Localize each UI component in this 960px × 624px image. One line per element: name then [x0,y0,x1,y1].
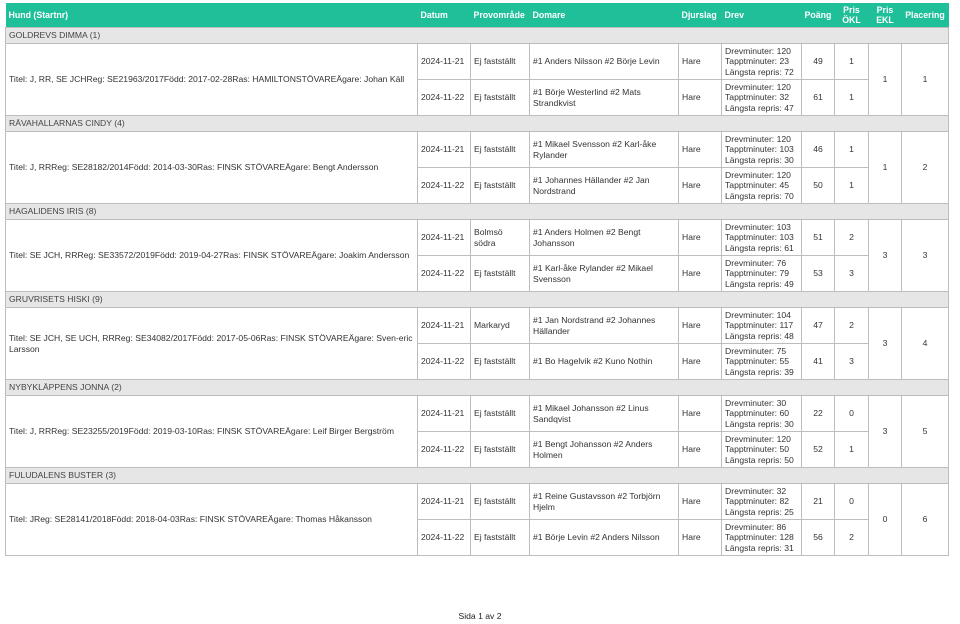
dog-info: Titel: J, RRReg: SE23255/2019Född: 2019-03-10Ras: FINSK STÖVAREÄgare: Leif Birger Bergström [6,396,418,468]
drev-line: Tapptminuter: 45 [725,180,790,191]
run-drev [722,220,802,256]
drev-line: Längsta repris: 30 [725,154,794,165]
run-pris-okl: 1 [835,80,869,116]
run-provomrade: Ej fastställt [471,80,530,116]
drev-line: Drevminuter: 86 [725,521,787,532]
table-row [6,132,949,168]
dog-info: Titel: J, RR, SE JCHReg: SE21963/2017Född: 2017-02-28Ras: HAMILTONSTÖVAREÄgare: Johan Käll [6,44,418,116]
drev-line: Tapptminuter: 55 [725,356,790,367]
drev-line: Längsta repris: 50 [725,454,794,465]
table-row [6,220,949,256]
run-pris-okl: 1 [835,432,869,468]
run-provomrade: Ej fastställt [471,344,530,380]
run-djurslag: Hare [679,396,722,432]
dog-group-row [6,292,949,308]
col-pris-okl: Pris ÖKL [835,3,869,28]
run-domare: #1 Anders Nilsson #2 Börje Levin [530,44,679,80]
col-domare: Domare [530,3,679,28]
run-poang: 22 [802,396,835,432]
drev-line: Längsta repris: 47 [725,102,794,113]
drev-line: Drevminuter: 120 [725,133,791,144]
drev-line: Drevminuter: 103 [725,221,791,232]
drev-line: Drevminuter: 120 [725,433,791,444]
run-djurslag: Hare [679,344,722,380]
run-datum: 2024-11-21 [418,44,471,80]
run-datum: 2024-11-22 [418,168,471,204]
dog-name: FULUDALENS BUSTER (3) [6,468,949,484]
run-provomrade: Markaryd [471,308,530,344]
results-table [5,3,949,556]
drev-line: Längsta repris: 39 [725,366,794,377]
run-poang: 21 [802,484,835,520]
drev-line: Drevminuter: 120 [725,81,791,92]
run-domare: #1 Jan Nordstrand #2 Johannes Hällander [530,308,679,344]
dog-group-row [6,116,949,132]
table-body [6,28,949,556]
run-djurslag: Hare [679,256,722,292]
col-poang: Poäng [802,3,835,28]
run-pris-okl: 2 [835,520,869,556]
run-datum: 2024-11-22 [418,256,471,292]
run-provomrade: Ej fastställt [471,132,530,168]
col-djurslag: Djurslag [679,3,722,28]
drev-line: Drevminuter: 120 [725,169,791,180]
dog-name: NYBYKLÄPPENS JONNA (2) [6,380,949,396]
col-datum: Datum [418,3,471,28]
col-provomrade: Provområde [471,3,530,28]
drev-line: Tapptminuter: 117 [725,320,794,331]
run-domare: #1 Bengt Johansson #2 Anders Holmen [530,432,679,468]
dog-placering: 6 [902,484,949,556]
run-poang: 56 [802,520,835,556]
drev-line: Tapptminuter: 82 [725,496,790,507]
run-poang: 51 [802,220,835,256]
run-poang: 49 [802,44,835,80]
dog-placering: 4 [902,308,949,380]
col-placering: Placering [902,3,949,28]
drev-line: Tapptminuter: 23 [725,56,790,67]
drev-line: Längsta repris: 25 [725,506,794,517]
run-djurslag: Hare [679,308,722,344]
dog-placering: 3 [902,220,949,292]
run-drev [722,520,802,556]
run-pris-okl: 1 [835,132,869,168]
drev-line: Längsta repris: 49 [725,278,794,289]
run-drev [722,432,802,468]
run-djurslag: Hare [679,80,722,116]
dog-placering: 2 [902,132,949,204]
run-datum: 2024-11-21 [418,484,471,520]
run-drev [722,168,802,204]
run-datum: 2024-11-21 [418,220,471,256]
drev-line: Drevminuter: 30 [725,397,787,408]
run-poang: 41 [802,344,835,380]
dog-pris-ekl: 3 [869,396,902,468]
run-djurslag: Hare [679,132,722,168]
dog-pris-ekl: 1 [869,44,902,116]
run-provomrade: Ej fastställt [471,44,530,80]
dog-pris-ekl: 0 [869,484,902,556]
run-pris-okl: 2 [835,220,869,256]
run-djurslag: Hare [679,432,722,468]
dog-placering: 5 [902,396,949,468]
col-pris-ekl: Pris EKL [869,3,902,28]
run-poang: 46 [802,132,835,168]
dog-group-row [6,204,949,220]
dog-name: HAGALIDENS IRIS (8) [6,204,949,220]
drev-line: Tapptminuter: 79 [725,268,790,279]
table-header-row [6,3,949,28]
table-row [6,44,949,80]
dog-name: GRUVRISETS HISKI (9) [6,292,949,308]
run-djurslag: Hare [679,220,722,256]
run-provomrade: Ej fastställt [471,432,530,468]
run-provomrade: Ej fastställt [471,484,530,520]
run-domare: #1 Mikael Svensson #2 Karl-åke Rylander [530,132,679,168]
dog-info: Titel: SE JCH, RRReg: SE33572/2019Född: 2019-04-27Ras: FINSK STÖVAREÄgare: Joakim Andersson [6,220,418,292]
run-provomrade: Bolmsö södra [471,220,530,256]
dog-group-row [6,380,949,396]
run-provomrade: Ej fastställt [471,168,530,204]
run-pris-okl: 0 [835,396,869,432]
run-domare: #1 Börje Levin #2 Anders Nilsson [530,520,679,556]
dog-name: RÄVAHALLARNAS CINDY (4) [6,116,949,132]
run-provomrade: Ej fastställt [471,520,530,556]
run-domare: #1 Börje Westerlind #2 Mats Strandkvist [530,80,679,116]
dog-pris-ekl: 3 [869,308,902,380]
run-drev [722,132,802,168]
drev-line: Längsta repris: 48 [725,330,794,341]
run-datum: 2024-11-21 [418,396,471,432]
drev-line: Drevminuter: 120 [725,45,791,56]
run-drev [722,44,802,80]
col-drev: Drev [722,3,802,28]
run-djurslag: Hare [679,484,722,520]
drev-line: Tapptminuter: 128 [725,532,794,543]
table-row [6,484,949,520]
run-drev [722,484,802,520]
run-drev [722,80,802,116]
run-pris-okl: 1 [835,168,869,204]
run-drev [722,308,802,344]
drev-line: Drevminuter: 32 [725,485,787,496]
run-datum: 2024-11-22 [418,520,471,556]
drev-line: Längsta repris: 70 [725,190,794,201]
run-djurslag: Hare [679,44,722,80]
dog-placering: 1 [902,44,949,116]
run-poang: 52 [802,432,835,468]
run-drev [722,344,802,380]
drev-line: Längsta repris: 31 [725,542,794,553]
run-drev [722,256,802,292]
run-djurslag: Hare [679,520,722,556]
run-domare: #1 Anders Holmen #2 Bengt Johansson [530,220,679,256]
dog-info: Titel: JReg: SE28141/2018Född: 2018-04-03Ras: FINSK STÖVAREÄgare: Thomas Håkansson [6,484,418,556]
drev-line: Tapptminuter: 60 [725,408,790,419]
run-pris-okl: 3 [835,344,869,380]
drev-line: Tapptminuter: 50 [725,444,790,455]
dog-name: GOLDREVS DIMMA (1) [6,28,949,44]
run-domare: #1 Bo Hagelvik #2 Kuno Nothin [530,344,679,380]
run-provomrade: Ej fastställt [471,396,530,432]
run-datum: 2024-11-22 [418,344,471,380]
run-pris-okl: 3 [835,256,869,292]
dog-info: Titel: J, RRReg: SE28182/2014Född: 2014-03-30Ras: FINSK STÖVAREÄgare: Bengt Andersson [6,132,418,204]
run-poang: 47 [802,308,835,344]
run-domare: #1 Johannes Hällander #2 Jan Nordstrand [530,168,679,204]
drev-line: Längsta repris: 30 [725,418,794,429]
run-datum: 2024-11-22 [418,432,471,468]
drev-line: Drevminuter: 75 [725,345,787,356]
drev-line: Längsta repris: 72 [725,66,794,77]
run-pris-okl: 1 [835,44,869,80]
drev-line: Längsta repris: 61 [725,242,794,253]
run-pris-okl: 0 [835,484,869,520]
dog-pris-ekl: 1 [869,132,902,204]
table-row [6,396,949,432]
run-poang: 50 [802,168,835,204]
run-domare: #1 Mikael Johansson #2 Linus Sandqvist [530,396,679,432]
run-domare: #1 Karl-åke Rylander #2 Mikael Svensson [530,256,679,292]
run-provomrade: Ej fastställt [471,256,530,292]
run-datum: 2024-11-21 [418,132,471,168]
run-djurslag: Hare [679,168,722,204]
drev-line: Drevminuter: 104 [725,309,791,320]
page-footer: Sida 1 av 2 [458,611,502,621]
dog-group-row [6,28,949,44]
run-poang: 61 [802,80,835,116]
drev-line: Tapptminuter: 103 [725,144,794,155]
run-datum: 2024-11-22 [418,80,471,116]
drev-line: Tapptminuter: 103 [725,232,794,243]
run-poang: 53 [802,256,835,292]
dog-pris-ekl: 3 [869,220,902,292]
drev-line: Drevminuter: 76 [725,257,787,268]
col-hund: Hund (Startnr) [6,3,418,28]
drev-line: Tapptminuter: 32 [725,92,790,103]
run-pris-okl: 2 [835,308,869,344]
dog-info: Titel: SE JCH, SE UCH, RRReg: SE34082/2017Född: 2017-05-06Ras: FINSK STÖVAREÄgare: Sven-eric Larsson [6,308,418,380]
run-datum: 2024-11-21 [418,308,471,344]
dog-group-row [6,468,949,484]
run-domare: #1 Reine Gustavsson #2 Torbjörn Hjelm [530,484,679,520]
table-row [6,308,949,344]
run-drev [722,396,802,432]
